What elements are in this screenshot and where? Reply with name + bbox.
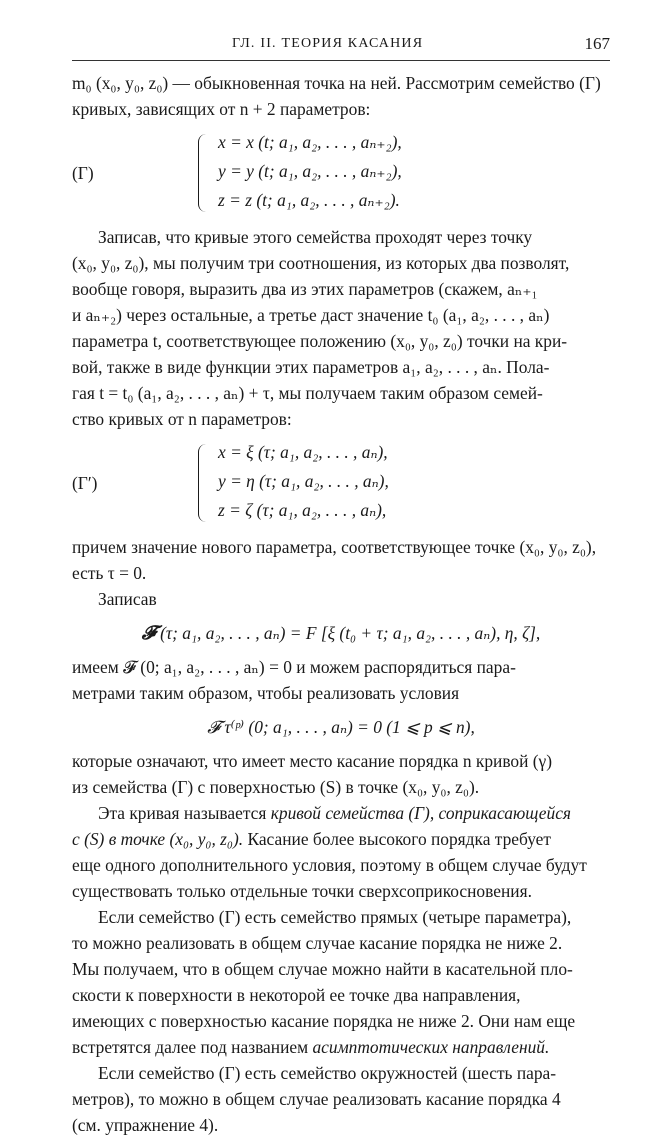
display-equation-F <box>72 620 610 646</box>
equation-system-gamma-prime <box>72 438 610 528</box>
text-line: метрами таким образом, чтобы реализовать условия <box>72 683 460 703</box>
text-line: встретятся далее под названием <box>72 1037 313 1057</box>
text-line: метров), то можно в общем случае реализовать касание порядка 4 <box>72 1089 561 1109</box>
paragraph-3 <box>72 534 610 586</box>
text-line: Мы получаем, что в общем случае можно найти в касательной пло- <box>72 959 573 979</box>
left-brace-icon <box>198 444 209 522</box>
text-line: существовать только отдельные точки сверхсоприкосновения. <box>72 881 532 901</box>
text-line: имеющих с поверхностью касание порядка не ниже 2. Они нам еще <box>72 1011 576 1031</box>
page-header <box>72 34 610 56</box>
text-line: кривых, зависящих от n + 2 параметров: <box>72 99 371 119</box>
text-line: m₀ (x₀, y₀, z₀) — обыкновенная точка на ней. Рассмотрим семейство (Γ) <box>72 73 601 93</box>
page-number: 167 <box>584 34 610 53</box>
text-line: Записав <box>98 589 157 609</box>
text-line: имеем 𝓕 (0; a₁, a₂, . . . , aₙ) = 0 и можем распорядиться пара- <box>72 657 516 677</box>
paragraph-9 <box>72 1060 610 1138</box>
text-line: скости к поверхности в некоторой ее точке два направления, <box>72 985 521 1005</box>
paragraph-2 <box>72 224 610 432</box>
text-line: и aₙ₊₂) через остальные, а третье даст значение t₀ (a₁, a₂, . . . , aₙ) <box>72 305 550 325</box>
text-line: (см. упражнение 4). <box>72 1115 219 1135</box>
text-line: то можно реализовать в общем случае касание порядка не ниже 2. <box>72 933 563 953</box>
header-rule <box>72 60 610 61</box>
equation: z = ζ (τ; a₁, a₂, . . . , aₙ), <box>218 500 387 520</box>
text-line: Записав, что кривые этого семейства проходят через точку <box>98 227 533 247</box>
equation: x = ξ (τ; a₁, a₂, . . . , aₙ), <box>218 442 388 462</box>
paragraph-8 <box>72 904 610 1060</box>
text-line: (x₀, y₀, z₀), мы получим три соотношения, из которых два позволят, <box>72 253 570 273</box>
script-f-symbol: 𝓕 <box>141 622 156 644</box>
equation: y = y (t; a₁, a₂, . . . , aₙ₊₂), <box>218 161 402 181</box>
paragraph-1 <box>72 70 610 122</box>
page-body <box>72 70 610 1138</box>
system-label: (Γ′) <box>72 473 98 493</box>
equation: y = η (τ; a₁, a₂, . . . , aₙ), <box>218 471 389 491</box>
paragraph-7 <box>72 800 610 904</box>
emphasis-text: асимптотических направлений. <box>312 1037 550 1057</box>
running-title: ГЛ. II. ТЕОРИЯ КАСАНИЯ <box>232 36 424 51</box>
paragraph-6 <box>72 748 610 800</box>
text-line: Если семейство (Γ) есть семейство прямых (четыре параметра), <box>98 907 572 927</box>
text-line: еще одного дополнительного условия, поэтому в общем случае будут <box>72 855 587 875</box>
text-line: причем значение нового параметра, соответствующее точке (x₀, y₀, z₀), <box>72 537 597 557</box>
text-line: гая t = t₀ (a₁, a₂, . . . , aₙ) + τ, мы получаем таким образом семей- <box>72 383 543 403</box>
system-label: (Γ) <box>72 163 94 183</box>
text-line: вообще говоря, выразить два из этих параметров (скажем, aₙ₊₁ <box>72 279 538 299</box>
equation: z = z (t; a₁, a₂, . . . , aₙ₊₂). <box>218 190 400 210</box>
text-line: вой, также в виде функции этих параметров a₁, a₂, . . . , aₙ. Пола- <box>72 357 550 377</box>
text-line: есть τ = 0. <box>72 563 147 583</box>
text-line: ство кривых от n параметров: <box>72 409 292 429</box>
text-line: Касание более высокого порядка требует <box>243 829 551 849</box>
equation-system-gamma <box>72 128 610 218</box>
left-brace-icon <box>198 134 209 212</box>
equation-body: (τ; a₁, a₂, . . . , aₙ) = F [ξ (t₀ + τ; a₁, a₂, . . . , aₙ), η, ζ], <box>155 623 541 643</box>
emphasis-text: с (S) в точке (x₀, y₀, z₀). <box>72 829 244 849</box>
text-line: которые означают, что имеет место касание порядка n кривой (γ) <box>72 751 553 771</box>
equation: x = x (t; a₁, a₂, . . . , aₙ₊₂), <box>218 132 402 152</box>
text-line: из семейства (Γ) с поверхностью (S) в точке (x₀, y₀, z₀). <box>72 777 480 797</box>
text-line: параметра t, соответствующее положению (x₀, y₀, z₀) точки на кри- <box>72 331 568 351</box>
display-equation-conditions: 𝓕 τ⁽ᵖ⁾ (0; a₁, . . . , aₙ) = 0 (1 ⩽ p ⩽ n), <box>207 717 475 737</box>
paragraph-5 <box>72 654 610 706</box>
text-line: Если семейство (Γ) есть семейство окружностей (шесть пара- <box>98 1063 557 1083</box>
emphasis-text: кривой семейства (Γ), соприкасающейся <box>270 803 572 823</box>
text-line: Эта кривая называется <box>98 803 271 823</box>
paragraph-4 <box>72 586 610 612</box>
